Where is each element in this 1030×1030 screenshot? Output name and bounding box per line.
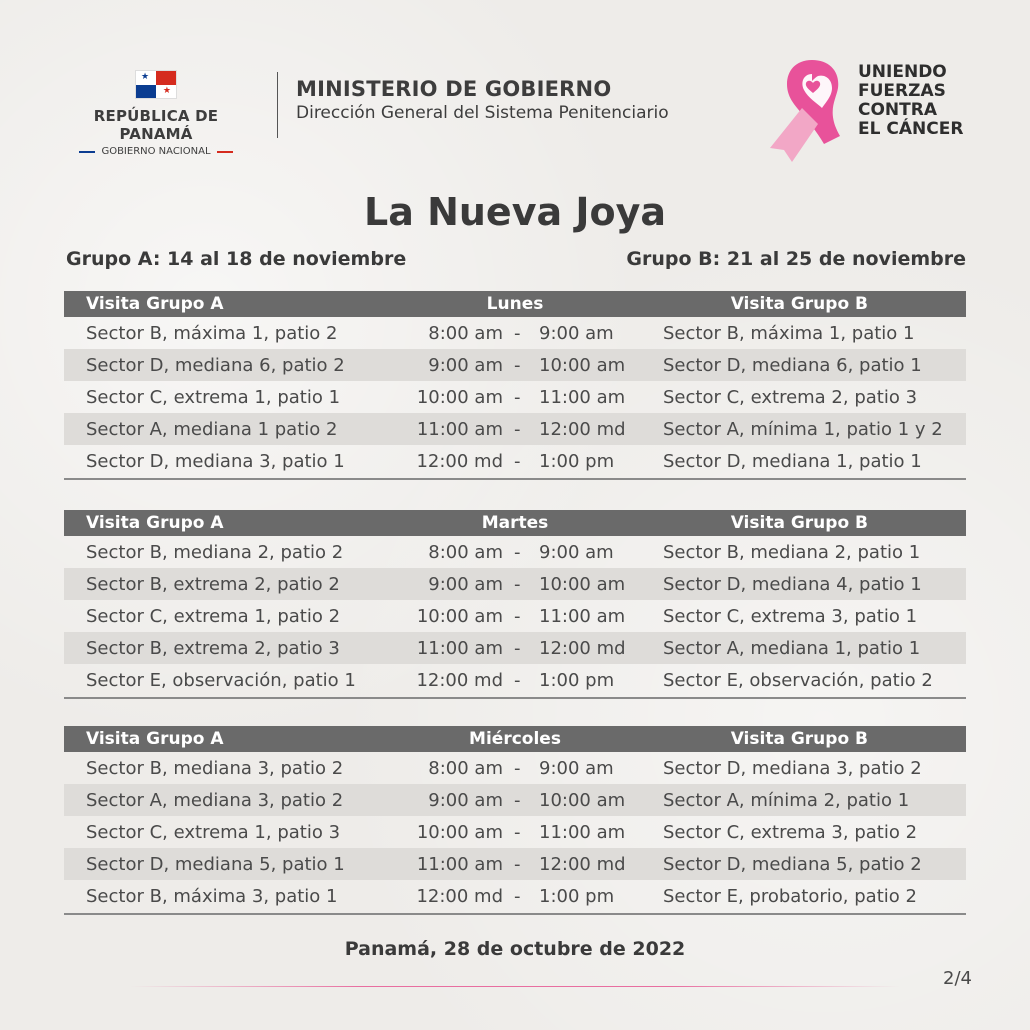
schedule-row	[64, 848, 966, 880]
start-time: 8:00 am	[428, 542, 503, 563]
panama-flag-icon: ★ ★	[135, 70, 177, 99]
day-label: Miércoles	[469, 729, 561, 749]
republica-panama-logo	[56, 70, 256, 157]
republic-name: REPÚBLICA DE PANAMÁ	[93, 107, 219, 143]
group-b-sector: Sector E, observación, patio 2	[663, 670, 933, 691]
footer-date: Panamá, 28 de octubre de 2022	[344, 938, 686, 960]
start-time: 9:00 am	[428, 355, 503, 376]
group-a-sector: Sector C, extrema 1, patio 1	[86, 387, 341, 408]
group-b-header: Visita Grupo B	[730, 294, 868, 314]
schedule-row	[64, 536, 966, 568]
end-time: 1:00 pm	[539, 451, 615, 472]
group-a-sector: Sector D, mediana 6, patio 2	[86, 355, 345, 376]
schedule-row	[64, 349, 966, 381]
table-rule	[64, 697, 966, 699]
group-a-sector: Sector B, máxima 3, patio 1	[86, 886, 338, 907]
campaign-line: FUERZAS	[858, 81, 946, 101]
page-title: La Nueva Joya	[363, 190, 666, 234]
schedule-row	[64, 632, 966, 664]
end-time: 12:00 md	[539, 419, 626, 440]
schedule-row	[64, 880, 966, 912]
campaign-text	[858, 63, 963, 139]
group-b-sector: Sector E, probatorio, patio 2	[663, 886, 917, 907]
time-separator: -	[514, 670, 521, 691]
directorate-name: Dirección General del Sistema Penitenciario	[296, 103, 669, 123]
schedule-block-miercoles	[64, 726, 966, 915]
page-indicator: 2/4	[943, 968, 972, 989]
group-a-sector: Sector B, mediana 2, patio 2	[86, 542, 344, 563]
schedule-header	[64, 726, 966, 752]
start-time: 8:00 am	[428, 758, 503, 779]
start-time: 9:00 am	[428, 790, 503, 811]
schedule-block-lunes	[64, 291, 966, 480]
time-separator: -	[514, 355, 521, 376]
end-time: 11:00 am	[539, 822, 626, 843]
schedule-header	[64, 291, 966, 317]
group-b-dates: Grupo B: 21 al 25 de noviembre	[626, 248, 966, 270]
group-a-sector: Sector D, mediana 3, patio 1	[86, 451, 345, 472]
group-b-sector: Sector A, mediana 1, patio 1	[663, 638, 921, 659]
campaign-line: EL CÁNCER	[858, 119, 964, 139]
campaign-line: CONTRA	[858, 100, 937, 120]
time-separator: -	[514, 451, 521, 472]
time-separator: -	[514, 822, 521, 843]
end-time: 9:00 am	[539, 323, 614, 344]
schedule-row	[64, 752, 966, 784]
end-time: 9:00 am	[539, 542, 614, 563]
group-a-header: Visita Grupo A	[86, 294, 224, 314]
group-a-sector: Sector B, mediana 3, patio 2	[86, 758, 344, 779]
group-a-dates: Grupo A: 14 al 18 de noviembre	[66, 248, 407, 270]
time-separator: -	[514, 387, 521, 408]
schedule-header	[64, 510, 966, 536]
ministry-block	[296, 77, 669, 123]
end-time: 1:00 pm	[539, 886, 615, 907]
group-a-sector: Sector B, máxima 1, patio 2	[86, 323, 338, 344]
group-a-sector: Sector C, extrema 1, patio 2	[86, 606, 341, 627]
end-time: 9:00 am	[539, 758, 614, 779]
time-separator: -	[514, 542, 521, 563]
time-separator: -	[514, 323, 521, 344]
end-time: 10:00 am	[539, 355, 626, 376]
start-time: 11:00 am	[416, 419, 503, 440]
table-rule	[64, 913, 966, 915]
schedule-row	[64, 784, 966, 816]
group-a-sector: Sector E, observación, patio 1	[86, 670, 356, 691]
day-label: Martes	[481, 513, 549, 533]
end-time: 12:00 md	[539, 854, 626, 875]
group-b-sector: Sector B, máxima 1, patio 1	[663, 323, 915, 344]
group-b-header: Visita Grupo B	[730, 729, 868, 749]
start-time: 10:00 am	[416, 606, 503, 627]
group-a-header: Visita Grupo A	[86, 729, 224, 749]
time-separator: -	[514, 790, 521, 811]
schedule-row	[64, 413, 966, 445]
start-time: 12:00 md	[416, 670, 503, 691]
republic-subtitle-row	[56, 146, 256, 157]
end-time: 11:00 am	[539, 606, 626, 627]
end-time: 1:00 pm	[539, 670, 615, 691]
group-b-sector: Sector D, mediana 3, patio 2	[663, 758, 922, 779]
schedule-row	[64, 600, 966, 632]
group-b-sector: Sector C, extrema 3, patio 1	[663, 606, 918, 627]
start-time: 10:00 am	[416, 387, 503, 408]
group-b-sector: Sector D, mediana 5, patio 2	[663, 854, 922, 875]
time-separator: -	[514, 758, 521, 779]
schedule-row	[64, 568, 966, 600]
group-a-sector: Sector B, extrema 2, patio 2	[86, 574, 340, 595]
group-a-sector: Sector B, extrema 2, patio 3	[86, 638, 340, 659]
schedule-row	[64, 317, 966, 349]
group-b-sector: Sector A, mínima 2, patio 1	[663, 790, 910, 811]
start-time: 8:00 am	[428, 323, 503, 344]
start-time: 12:00 md	[416, 451, 503, 472]
group-b-sector: Sector D, mediana 4, patio 1	[663, 574, 922, 595]
footer-divider	[130, 986, 900, 987]
schedule-row	[64, 381, 966, 413]
time-separator: -	[514, 854, 521, 875]
start-time: 9:00 am	[428, 574, 503, 595]
time-separator: -	[514, 574, 521, 595]
start-time: 12:00 md	[416, 886, 503, 907]
schedule-block-martes	[64, 510, 966, 699]
start-time: 11:00 am	[416, 638, 503, 659]
time-separator: -	[514, 638, 521, 659]
schedule-row	[64, 664, 966, 696]
group-a-header: Visita Grupo A	[86, 513, 224, 533]
group-b-sector: Sector D, mediana 6, patio 1	[663, 355, 922, 376]
group-a-sector: Sector A, mediana 3, patio 2	[86, 790, 344, 811]
end-time: 12:00 md	[539, 638, 626, 659]
group-b-sector: Sector C, extrema 3, patio 2	[663, 822, 918, 843]
group-a-sector: Sector C, extrema 1, patio 3	[86, 822, 341, 843]
end-time: 10:00 am	[539, 790, 626, 811]
group-b-sector: Sector C, extrema 2, patio 3	[663, 387, 918, 408]
day-label: Lunes	[486, 294, 544, 314]
time-separator: -	[514, 606, 521, 627]
group-b-header: Visita Grupo B	[730, 513, 868, 533]
group-a-sector: Sector A, mediana 1 patio 2	[86, 419, 338, 440]
time-separator: -	[514, 886, 521, 907]
group-b-sector: Sector B, mediana 2, patio 1	[663, 542, 921, 563]
table-rule	[64, 478, 966, 480]
ministry-name: MINISTERIO DE GOBIERNO	[296, 77, 612, 101]
header-divider	[277, 72, 278, 138]
republic-subtitle: GOBIERNO NACIONAL	[101, 146, 211, 157]
group-a-sector: Sector D, mediana 5, patio 1	[86, 854, 345, 875]
pink-ribbon-icon	[766, 52, 858, 162]
schedule-row	[64, 816, 966, 848]
group-b-sector: Sector D, mediana 1, patio 1	[663, 451, 922, 472]
end-time: 10:00 am	[539, 574, 626, 595]
schedule-row	[64, 445, 966, 477]
group-b-sector: Sector A, mínima 1, patio 1 y 2	[663, 419, 943, 440]
start-time: 11:00 am	[416, 854, 503, 875]
end-time: 11:00 am	[539, 387, 626, 408]
time-separator: -	[514, 419, 521, 440]
campaign-line: UNIENDO	[858, 62, 947, 82]
start-time: 10:00 am	[416, 822, 503, 843]
